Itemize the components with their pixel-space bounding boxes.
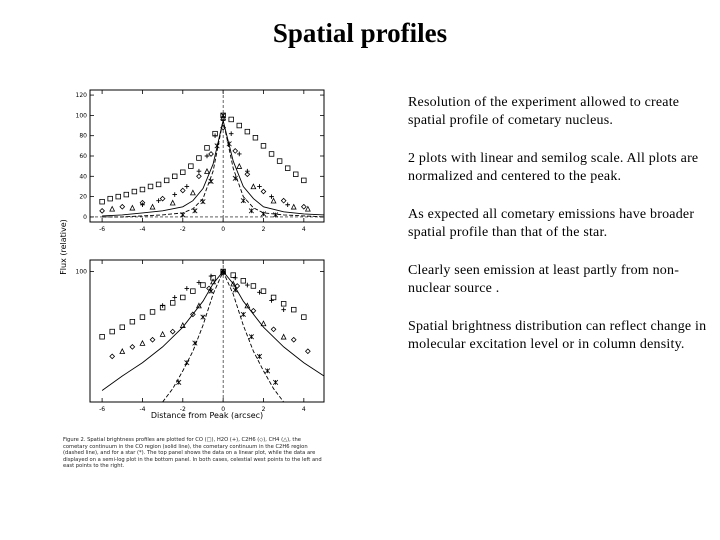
star-marker bbox=[265, 369, 270, 374]
y-tick-label: 100 bbox=[75, 268, 87, 276]
diamond-marker bbox=[261, 189, 266, 194]
plus-marker bbox=[185, 286, 190, 291]
star-marker bbox=[215, 144, 220, 149]
x-tick-label: -2 bbox=[179, 226, 186, 233]
star-marker bbox=[221, 113, 226, 118]
x-tick-label: 2 bbox=[261, 406, 266, 413]
bullet-list bbox=[408, 94, 708, 374]
square-marker bbox=[108, 196, 113, 201]
x-tick-label: 4 bbox=[301, 406, 306, 413]
x-tick-label: -2 bbox=[179, 406, 186, 413]
x-tick-label: 4 bbox=[301, 226, 306, 233]
x-tick-label: 0 bbox=[221, 226, 226, 233]
y-tick-label: 80 bbox=[79, 132, 87, 140]
plus-marker bbox=[185, 184, 190, 189]
diamond-marker bbox=[306, 349, 311, 354]
plot-frame bbox=[90, 260, 324, 402]
square-marker bbox=[164, 178, 169, 183]
square-marker bbox=[170, 301, 175, 306]
triangle-marker bbox=[251, 184, 256, 189]
y-tick-label: 40 bbox=[79, 173, 87, 181]
star-marker bbox=[241, 312, 246, 317]
diamond-marker bbox=[302, 204, 307, 209]
triangle-marker bbox=[170, 200, 175, 205]
square-marker bbox=[140, 315, 145, 320]
square-marker bbox=[201, 283, 206, 288]
star-marker bbox=[273, 380, 278, 385]
diamond-marker bbox=[233, 149, 238, 154]
square-marker bbox=[302, 315, 307, 320]
star-marker bbox=[180, 213, 185, 218]
square-marker bbox=[150, 310, 155, 315]
y-tick-label: 0 bbox=[83, 213, 87, 221]
square-marker bbox=[251, 284, 256, 289]
square-marker bbox=[253, 135, 258, 140]
square-marker bbox=[229, 117, 234, 122]
x-tick-label: -4 bbox=[139, 406, 146, 413]
triangle-marker bbox=[160, 332, 165, 337]
diamond-marker bbox=[120, 204, 125, 209]
linear-panel bbox=[76, 90, 324, 233]
triangle-marker bbox=[205, 169, 210, 174]
bullet-item: Spatial brightness distribution can reflect change in molecular excitation level or in column density. bbox=[408, 319, 707, 352]
square-marker bbox=[180, 295, 185, 300]
triangle-marker bbox=[130, 205, 135, 210]
bullet-item: Clearly seen emission at least partly from non-nuclear source . bbox=[408, 263, 680, 296]
triangle-marker bbox=[291, 204, 296, 209]
square-marker bbox=[261, 289, 266, 294]
square-marker bbox=[110, 329, 115, 334]
plus-marker bbox=[269, 298, 274, 303]
square-marker bbox=[132, 189, 137, 194]
star-marker bbox=[261, 212, 266, 217]
star-marker bbox=[273, 213, 278, 218]
bullet-item: 2 plots with linear and semilog scale. All plots are normalized and centered to the peak. bbox=[408, 151, 699, 184]
plus-marker bbox=[172, 192, 177, 197]
x-tick-label: 2 bbox=[261, 226, 266, 233]
plus-marker bbox=[160, 303, 165, 308]
diamond-marker bbox=[209, 152, 214, 157]
star-marker bbox=[176, 380, 181, 385]
plus-marker bbox=[229, 131, 234, 136]
spatial-profile-figure bbox=[58, 82, 328, 467]
y-axis-label: Flux (relative) bbox=[59, 219, 68, 275]
semilog-panel bbox=[76, 260, 324, 413]
triangle-marker bbox=[191, 190, 196, 195]
diamond-marker bbox=[291, 337, 296, 342]
square-marker bbox=[285, 166, 290, 171]
bullet-item: As expected all cometary emissions have broader spatial profile than that of the star. bbox=[408, 207, 695, 240]
x-tick-label: -6 bbox=[99, 226, 106, 233]
star-marker bbox=[201, 315, 206, 320]
square-marker bbox=[291, 307, 296, 312]
plus-marker bbox=[285, 202, 290, 207]
y-tick-label: 100 bbox=[75, 112, 87, 120]
triangle-marker bbox=[140, 341, 145, 346]
x-axis-label: Distance from Peak (arcsec) bbox=[150, 411, 264, 420]
bullet-item: Resolution of the experiment allowed to create spatial profile of cometary nucleus. bbox=[408, 95, 680, 128]
square-marker bbox=[269, 152, 274, 157]
plus-marker bbox=[245, 169, 250, 174]
star-marker bbox=[257, 354, 262, 359]
plus-marker bbox=[213, 133, 218, 138]
star-marker bbox=[209, 179, 214, 184]
square-marker bbox=[189, 164, 194, 169]
square-marker bbox=[241, 279, 246, 284]
profile-plots bbox=[58, 82, 328, 467]
x-tick-label: -6 bbox=[99, 406, 106, 413]
triangle-marker bbox=[110, 207, 115, 212]
triangle-marker bbox=[150, 204, 155, 209]
square-marker bbox=[124, 192, 129, 197]
triangle-marker bbox=[281, 334, 286, 339]
square-marker bbox=[237, 123, 242, 128]
square-marker bbox=[100, 199, 105, 204]
square-marker bbox=[281, 301, 286, 306]
triangle-marker bbox=[271, 198, 276, 203]
star-marker bbox=[249, 334, 254, 339]
star-marker bbox=[185, 360, 190, 365]
star-marker bbox=[201, 199, 206, 204]
slide-title: Spatial profiles bbox=[272, 18, 448, 48]
square-marker bbox=[197, 156, 202, 161]
square-marker bbox=[172, 174, 177, 179]
square-marker bbox=[100, 334, 105, 339]
y-tick-label: 120 bbox=[75, 92, 87, 100]
triangle-marker bbox=[261, 321, 266, 326]
diamond-marker bbox=[180, 188, 185, 193]
square-marker bbox=[293, 172, 298, 177]
diamond-marker bbox=[160, 196, 165, 201]
triangle-marker bbox=[237, 164, 242, 169]
square-marker bbox=[156, 182, 161, 187]
plus-marker bbox=[257, 184, 262, 189]
y-tick-label: 20 bbox=[79, 193, 87, 201]
square-marker bbox=[140, 187, 145, 192]
figure-caption: Figure 2. Spatial brightness profiles are plotted for CO (□), H2O (+), C2H6 (◇), CH4 (△), the cometary continuum in the CO region (solid line), the cometary continuum in the C2H6 region (dashed line), and for a star (*). The top panel shows the data on a linear plot, while the data are displayed on a semi-log plot in the bottom panel. In both cases, celestial west points to the left and east points to the right. bbox=[63, 437, 322, 470]
diamond-marker bbox=[271, 327, 276, 332]
diamond-marker bbox=[281, 198, 286, 203]
diamond-marker bbox=[170, 329, 175, 334]
plus-marker bbox=[237, 152, 242, 157]
square-marker bbox=[261, 144, 266, 149]
triangle-marker bbox=[120, 349, 125, 354]
square-marker bbox=[148, 184, 153, 189]
plus-marker bbox=[209, 274, 214, 279]
square-marker bbox=[302, 178, 307, 183]
star-marker bbox=[193, 209, 198, 214]
square-marker bbox=[245, 129, 250, 134]
plus-marker bbox=[197, 169, 202, 174]
x-tick-label: -4 bbox=[139, 226, 146, 233]
diamond-marker bbox=[110, 354, 115, 359]
square-marker bbox=[191, 289, 196, 294]
star-marker bbox=[249, 209, 254, 214]
square-marker bbox=[277, 159, 282, 164]
square-marker bbox=[205, 146, 210, 151]
square-marker bbox=[116, 194, 121, 199]
star-marker bbox=[241, 198, 246, 203]
square-marker bbox=[130, 319, 135, 324]
square-marker bbox=[120, 325, 125, 330]
diamond-marker bbox=[150, 337, 155, 342]
x-tick-label: 0 bbox=[221, 406, 226, 413]
plus-marker bbox=[233, 276, 238, 281]
diamond-marker bbox=[130, 345, 135, 350]
plus-marker bbox=[172, 295, 177, 300]
diamond-marker bbox=[197, 174, 202, 179]
plus-marker bbox=[269, 194, 274, 199]
square-marker bbox=[180, 170, 185, 175]
plus-marker bbox=[281, 307, 286, 312]
y-tick-label: 60 bbox=[79, 153, 87, 160]
diamond-marker bbox=[100, 209, 105, 214]
star-marker bbox=[209, 289, 214, 294]
